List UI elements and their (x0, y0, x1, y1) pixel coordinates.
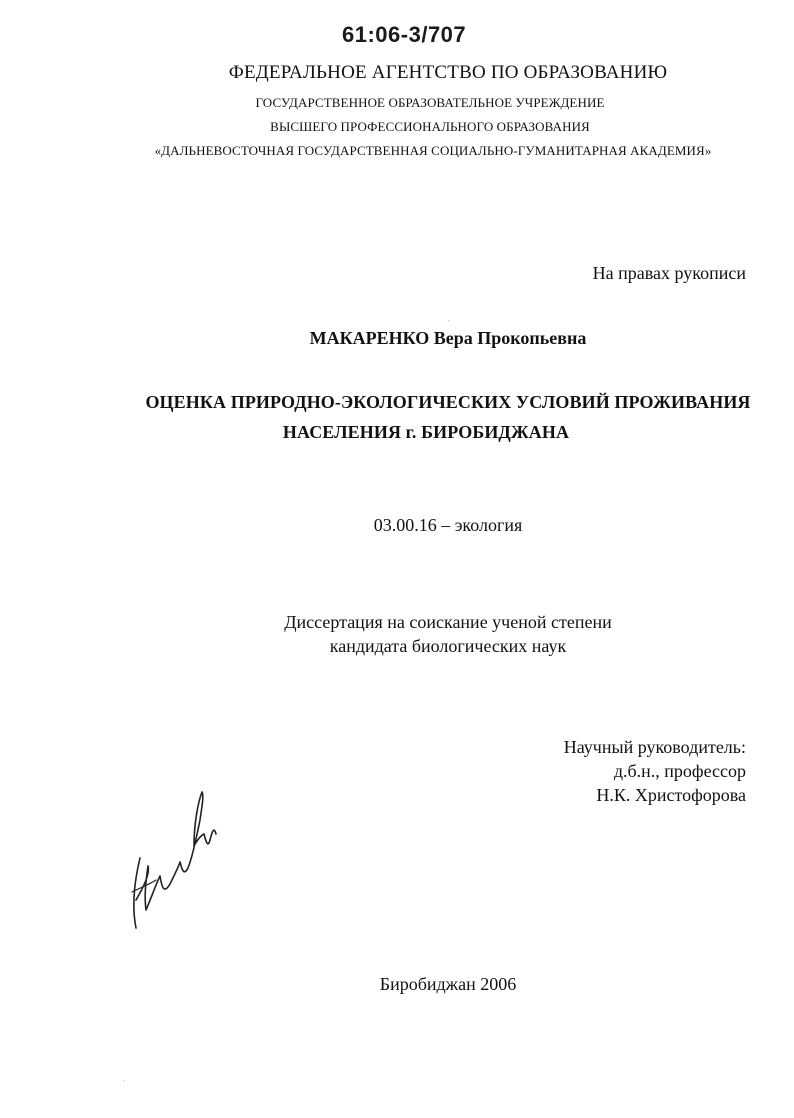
handwritten-signature-icon (126, 788, 226, 938)
institution-line-1: ГОСУДАРСТВЕННОЕ ОБРАЗОВАТЕЛЬНОЕ УЧРЕЖДЕНИЕ (255, 95, 605, 110)
supervisor-label: Научный руководитель: (563, 737, 746, 757)
dissertation-title-line-2: НАСЕЛЕНИЯ г. БИРОБИДЖАНА (282, 422, 570, 442)
degree-line-1: Диссертация на соискание ученой степени (284, 612, 612, 632)
institution-line-3: «ДАЛЬНЕВОСТОЧНАЯ ГОСУДАРСТВЕННАЯ СОЦИАЛЬНО-ГУМАНИТАРНАЯ АКАДЕМИЯ» (154, 143, 712, 158)
institution-line-2: ВЫСШЕГО ПРОФЕССИОНАЛЬНОГО ОБРАЗОВАНИЯ (270, 119, 590, 134)
dissertation-title-line-1: ОЦЕНКА ПРИРОДНО-ЭКОЛОГИЧЕСКИХ УСЛОВИЙ ПРОЖИВАНИЯ (145, 392, 751, 412)
author-name: МАКАРЕНКО Вера Прокопьевна (309, 328, 587, 348)
rights-note: На правах рукописи (592, 263, 746, 283)
supervisor-credentials: д.б.н., профессор (613, 761, 746, 781)
scan-speck (124, 1080, 125, 1081)
scan-speck (448, 320, 449, 321)
agency-heading: ФЕДЕРАЛЬНОЕ АГЕНТСТВО ПО ОБРАЗОВАНИЮ (228, 62, 668, 83)
supervisor-name: Н.К. Христофорова (596, 785, 746, 805)
city-year: Биробиджан 2006 (379, 974, 517, 994)
specialty-code: 03.00.16 – экология (373, 515, 523, 535)
archive-stamp: 61:06-3/707 (342, 22, 467, 47)
degree-line-2: кандидата биологических наук (329, 636, 567, 656)
